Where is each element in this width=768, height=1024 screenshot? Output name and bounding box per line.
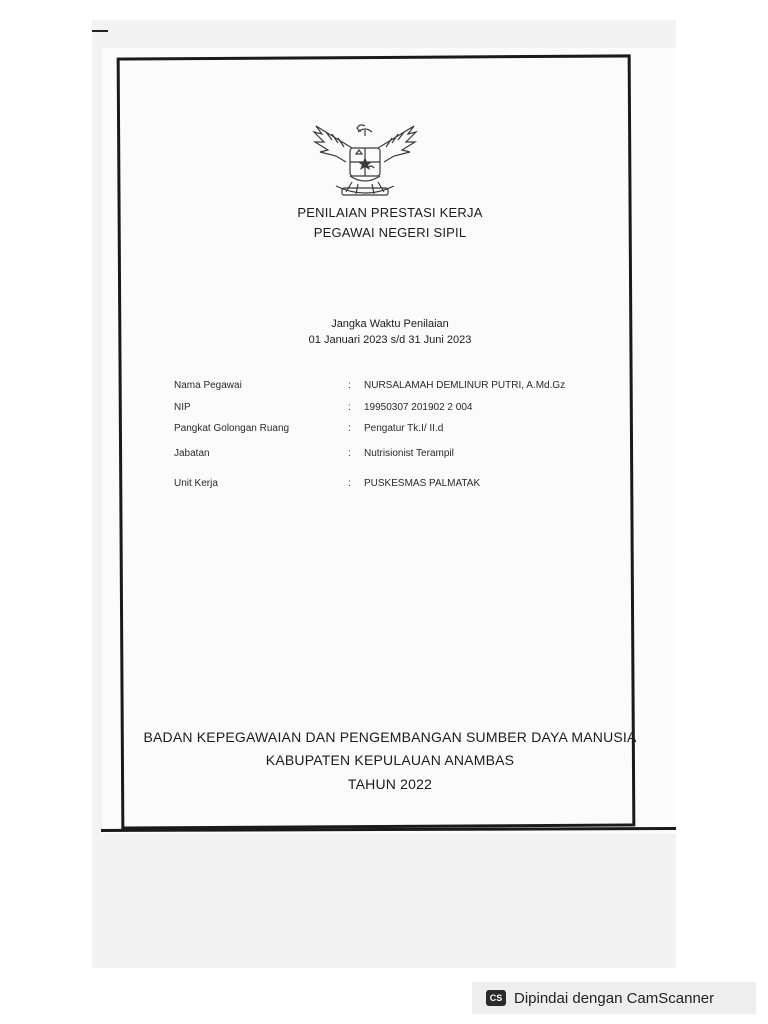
field-colon: : — [348, 423, 351, 434]
agency-name-line2: KABUPATEN KEPULAUAN ANAMBAS — [265, 752, 515, 768]
field-value: NURSALAMAH DEMLINUR PUTRI, A.Md.Gz — [364, 380, 566, 391]
field-colon: : — [348, 380, 351, 391]
watermark-text: Dipindai dengan CamScanner — [514, 989, 715, 1007]
document-year: TAHUN 2022 — [347, 776, 433, 792]
field-label: Unit Kerja — [174, 478, 218, 489]
field-value: 19950307 201902 2 004 — [364, 402, 473, 413]
field-label: Nama Pegawai — [174, 380, 242, 391]
field-label: NIP — [174, 402, 191, 413]
agency-name-line1: BADAN KEPEGAWAIAN DAN PENGEMBANGAN SUMBER DAYA MANUSIA — [143, 729, 637, 745]
field-value: Nutrisionist Terampil — [364, 448, 454, 459]
field-label: Pangkat Golongan Ruang — [174, 423, 290, 434]
field-label: Jabatan — [174, 448, 210, 459]
field-row-jabatan — [174, 448, 614, 478]
field-colon: : — [348, 448, 351, 459]
field-value: Pengatur Tk.I/ II.d — [364, 423, 444, 434]
document-title-line2: PEGAWAI NEGERI SIPIL — [313, 225, 467, 240]
field-row-unit-kerja — [174, 478, 614, 498]
camscanner-logo-icon: CS — [486, 990, 506, 1006]
camscanner-watermark — [472, 982, 756, 1014]
field-colon: : — [348, 402, 351, 413]
field-row-pangkat — [174, 423, 614, 448]
field-row-nama — [174, 380, 614, 402]
document-title-line1: PENILAIAN PRESTASI KERJA — [297, 205, 483, 220]
field-value: PUSKESMAS PALMATAK — [364, 478, 481, 489]
field-row-nip — [174, 402, 614, 423]
employee-info-list — [174, 380, 614, 498]
field-colon: : — [348, 478, 351, 489]
assessment-period-value: 01 Januari 2023 s/d 31 Juni 2023 — [308, 334, 472, 346]
garuda-emblem-icon — [306, 120, 424, 202]
assessment-period-label: Jangka Waktu Penilaian — [331, 318, 449, 330]
scan-corner-mark — [92, 30, 108, 32]
